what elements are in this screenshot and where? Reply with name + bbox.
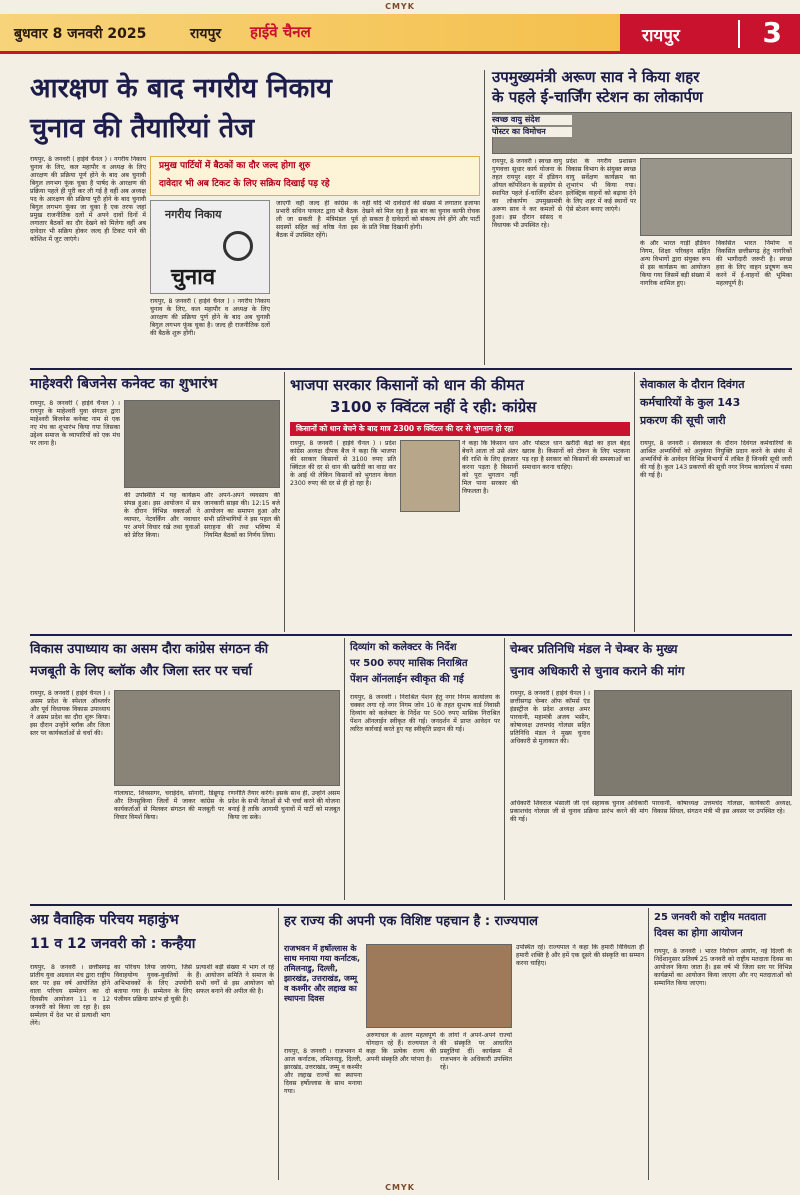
voter-headline-1: 25 जनवरी को राष्ट्रीय मतदाता: [654, 912, 767, 923]
election-col-2: रायपुर, 8 जनवरी ( हाईवे चैनल ) । नगरीय निकाय चुनाव के लिए, कल महापौर व अध्यक्ष के लिए आरक्षण की प्रक्रिया पूर्ण होने के बाद अब चुनावी बिगुल लगभग फूंक चुका है। जल्द ही राजनीतिक दलों की बैठकें शुरू होंगी।: [150, 298, 270, 337]
staff-headline-1: सेवाकाल के दौरान दिवंगत: [640, 378, 745, 391]
marriage-headline-1: अग्र वैवाहिक परिचय महाकुंभ: [30, 912, 179, 928]
election-poster: [150, 200, 270, 294]
rajyapal-headline: हर राज्य की अपनी एक विशिष्ट पहचान है : राज्यपाल: [284, 914, 538, 929]
section-name: रायपुर: [642, 26, 680, 46]
paddy-col-3: और पोस्टल धान खरीदी केंद्रों का हाल बेहद खराब है। किसानों को टोकन के लिए भटकना पड़ रहा है सरकार को किसानों की समस्याओं का समाधान करना चाहिए।: [522, 440, 630, 471]
paddy-portrait: [400, 440, 460, 512]
charging-side-title-2: पोस्टर का विमोचन: [492, 127, 572, 137]
page-number: 3: [762, 16, 782, 49]
pension-headline-3: पेंशन ऑनलाईन स्वीकृत की गई: [350, 674, 464, 685]
section-rule: [30, 368, 792, 370]
business-photo: [124, 400, 280, 488]
election-poster-main: चुनाव: [171, 265, 216, 290]
column-divider: [504, 638, 505, 900]
column-divider: [648, 908, 649, 1180]
paddy-col-2: ने कहा कि किसान धान बेचने आता तो उसे अंतर की राशि के लिए इंतजार करना पड़ता है किसानों को पूरा भुगतान नहीं मिल पाना सरकार की विफलता है।: [462, 440, 518, 495]
column-divider: [484, 70, 485, 365]
rajyapal-photo: [366, 944, 512, 1028]
pension-headline-2: पर 500 रुपए मासिक निराश्रित: [350, 658, 468, 669]
masthead-city: रायपुर: [190, 26, 222, 42]
paddy-banner-text: किसानों को धान बेचने के बाद मात्र 2300 रु क्विंटल की दर से भुगतान हो रहा: [296, 424, 514, 433]
marriage-col-3: प्रत्याशी बड़ी संख्या में भाग ले रहे हैं। आयोजन समिति ने समाज के सभी वर्गों से इस आयोजन को सफल बनाने की अपील की है।: [196, 964, 274, 995]
marriage-col-2: का परिचय लिया जायेगा, जिसे विवाहयोग्य युवक-युवतियों के अभिभावकों के लिए उपयोगी बताया गया है। सम्मेलन के लिए पंजीयन प्रक्रिया प्रारंभ हो चुकी है।: [114, 964, 192, 1003]
chamber-headline-1: चेम्बर प्रतिनिधि मंडल ने चेम्बर के मुख्य: [510, 642, 678, 656]
chamber-col-3: पारवानी, कोषाध्यक्ष उत्तमचंद गोलछा, कार्यकारी अध्यक्ष, विकास सिंघल, संगठन मंत्री भी इस अवसर पर उपस्थित रहे।: [652, 800, 792, 815]
vikas-headline-1: विकास उपाध्याय का असम दौरा कांग्रेस संगठन की: [30, 642, 269, 657]
staff-col-1: रायपुर, 8 जनवरी । सेवाकाल के दौरान दिवंगत कर्मचारियों के आश्रित अभ्यर्थियों को अनुकंपा नियुक्ति प्रदान करने के संबंध में अभ्यर्थियों के आवेदन विभिन्न विभागों में लंबित हैं जिनकी सूची जारी की गई है। कुल 143 प्रकरणों की सूची नगर निगम कार्यालय में चस्पा की गई है।: [640, 440, 792, 479]
ballot-icon: [223, 231, 253, 261]
chamber-col-2: अधिकारी शिवराज भंसाली जी एवं सहायक चुनाव अधिकारी प्रकाशचंद गोलछा जी से चुनाव प्रक्रिया प्रारंभ करने की मांग की गई।: [510, 800, 648, 823]
election-poster-title: नगरीय निकाय: [165, 208, 222, 221]
election-col-3: जाएगी वहीं जल्द ही कांग्रेस के प्रभारी सचिन पायलट द्वारा भी बैठक ली जा सकती है मंत्रिमंडल पूर्व सदस्यों सहित कई वरिष्ठ नेता इस बैठक में उपस्थित रहेंगे।: [276, 200, 358, 239]
rajyapal-col-1: रायपुर, 8 जनवरी । राजभवन में आज कर्नाटक, तमिलनाडु, दिल्ली, झारखंड, उत्तराखंड, जम्मू व कश्मीर और लद्दाख राज्यों का स्थापना दिवस हर्षोल्लास के साथ मनाया गया।: [284, 1048, 362, 1095]
election-kicker-2: दावेदार भी अब टिकट के लिए सक्रिय दिखाई पड़ रहे: [159, 179, 330, 189]
vikas-col-1: रायपुर, 8 जनवरी ( हाईवे चैनल ) । असम प्रदेश के स्पेशल ऑब्जर्वर और पूर्व विधायक विकास उपाध्याय ने असम प्रदेश का दौरा शुरू किया। इस दौरान उन्होंने ब्लॉक और जिला स्तर पर कार्यकर्ताओं से चर्चा की।: [30, 690, 110, 737]
business-col-1: रायपुर, 8 जनवरी ( हाईवे चैनल ) । रायपुर के माहेश्वरी युवा संगठन द्वारा माहेश्वरी बिजनेस कनेक्ट नाम से एक नए मंच का शुभारंभ किया गया जिसका उद्देश्य समाज के व्यापारियों को एक मंच पर लाना है।: [30, 400, 120, 447]
charging-col-4: विकसित भारत निर्माण व विकसित छत्तीसगढ़ हेतु नागरिकों की भागीदारी जरूरी है। स्वच्छ हवा के लिए वाहन प्रदूषण कम करने में ई-वाहनों की भूमिका महत्वपूर्ण है।: [716, 240, 792, 287]
section-rule: [30, 634, 792, 636]
charging-headline-2: के पहले ई-चार्जिंग स्टेशन का लोकार्पण: [492, 88, 703, 106]
pension-headline-1: दिव्यांग को कलेक्टर के निर्देश: [350, 642, 457, 653]
vikas-col-2: गोलाघाट, शिवसागर, चराईदेव, सोनारी, डिब्रूगढ़ और तिनसुकिया जिलों में जाकर कांग्रेस के कार्यकर्ताओं से मिलकर संगठन की मजबूती पर विचार विमर्श किया।: [114, 790, 224, 821]
column-divider: [284, 372, 285, 632]
business-headline: माहेश्वरी बिजनेस कनेक्ट का शुभारंभ: [30, 376, 218, 392]
staff-headline-2: कर्मचारियों के कुल 143: [640, 396, 741, 409]
charging-col-3: के और भारत गाड़ी इंडियन निगम, शिक्षा परिवहन सहित अन्य विभागों द्वारा संयुक्त रूप से इस कार्यक्रम का आयोजन किया गया जिसमें बड़ी संख्या में नागरिक शामिल हुए।: [640, 240, 710, 287]
charging-side-title-1: स्वच्छ वायु संदेश: [492, 115, 572, 125]
chamber-col-1: रायपुर, 8 जनवरी ( हाईवे चैनल ) । छत्तीसगढ़ चेम्बर ऑफ कॉमर्स एंड इंडस्ट्रीज के प्रदेश अध्यक्ष अमर पारवानी, महामंत्री अजय भसीन, कोषाध्यक्ष उत्तमचंद गोलछा सहित प्रतिनिधि मंडल ने मुख्य चुनाव अधिकारी से मुलाकात की।: [510, 690, 590, 745]
vikas-photo: [114, 690, 340, 786]
business-col-3: और अपने-अपने व्यवसाय की जानकारी साझा की। 12:15 बजे आयोजन का समापन हुआ और सभी प्रतिभागियों ने इस पहल की सराहना की तथा भविष्य में नियमित बैठकों का निर्णय लिया।: [204, 492, 280, 539]
masthead-left: [0, 14, 620, 54]
section-tab: [620, 14, 800, 54]
staff-headline-3: प्रकरण की सूची जारी: [640, 414, 726, 427]
charging-photo-2: [640, 158, 792, 236]
cmyk-marker-bottom: CMYK: [385, 1183, 415, 1192]
business-col-2: की उपस्थिति में यह कार्यक्रम संपन्न हुआ। इस आयोजन में सत्र के दौरान विभिन्न वक्ताओं ने व्यापार, नेटवर्किंग और नवाचार पर अपने विचार रखे तथा युवाओं को प्रेरित किया।: [124, 492, 200, 539]
paddy-banner: [290, 422, 630, 436]
chamber-headline-2: चुनाव अधिकारी से चुनाव कराने की मांग: [510, 664, 685, 678]
issue-date: बुधवार 8 जनवरी 2025: [14, 26, 147, 42]
brand-logo: हाईवे चैनल: [250, 23, 311, 41]
chamber-photo: [594, 690, 792, 796]
section-divider: [738, 20, 740, 48]
rajyapal-col-3: के लोगों ने अपने-अपने राज्यों की संस्कृति पर आधारित प्रस्तुतियां दीं। कार्यक्रम में राजभवन के अधिकारी उपस्थित रहे।: [440, 1032, 512, 1071]
rajyapal-col-4: उपस्थित रहे। राज्यपाल ने कहा कि हमारी विविधता ही हमारी शक्ति है और हमें एक दूसरे की संस्कृति का सम्मान करना चाहिए।: [516, 944, 644, 967]
charging-col-1: रायपुर, 8 जनवरी । स्वच्छ वायु गुणवत्ता सुधार कार्य योजना के तहत रायपुर शहर में इंडियन ऑयल कॉर्पोरेशन के सहयोग से स्थापित पहले ई-चार्जिंग स्टेशन का लोकार्पण उपमुख्यमंत्री अरूण साव ने कर कमलों से हुआ। इस दौरान सांसद व विधायक भी उपस्थित रहे।: [492, 158, 562, 229]
election-col-4: वहीं यदि भी दावेदारों की संख्या में लगातार इजाफा देखने को मिल रहा है इस बार का चुनाव काफी रोचक हो सकता है दावेदारों को संकल्प लेने होंगे और पार्टी के प्रति निष्ठा दिखानी होगी।: [362, 200, 480, 231]
marriage-col-1: रायपुर, 8 जनवरी । छत्तीसगढ़ प्रांतीय युवा अग्रवाल मंच द्वारा राष्ट्रीय स्तर पर इस वर्ष आयोजित होने वाला परिचय सम्मेलन का दो दिवसीय आयोजन 11 व 12 जनवरी को किया जा रहा है। इस सम्मेलन में देश भर से प्रत्याशी भाग लेंगे।: [30, 964, 110, 1027]
election-headline-1: आरक्षण के बाद नगरीय निकाय: [30, 73, 332, 104]
election-col-1: रायपुर, 8 जनवरी ( हाईवे चैनल ) । नगरीय निकाय चुनाव के लिए, कल महापौर व अध्यक्ष के लिए आरक्षण की प्रक्रिया पूर्ण होने के बाद अब चुनावी बिगुल लगभग फूंक चुका है पार्षद के आरक्षण की प्रक्रिया पहले ही पूरी कर ली गई है वहीं अब अध्यक्ष पद के आरक्षण की प्रक्रिया पूरी होने के बाद चुनावी बिगुल लगभग फूंका जा चुका है एक तरफ जहां प्रमुख राजनीतिक दलों में अपने दावों दिनों में लगातार बैठकों का दौर देखने को मिलेगा वहीं अब दावेदार भी सक्रिय होकर जल्द ही टिकट पाने की कोशिश में जुट जाएंगे।: [30, 156, 146, 243]
vikas-headline-2: मजबूती के लिए ब्लॉक और जिला स्तर पर चर्चा: [30, 664, 253, 679]
election-headline-2: चुनाव की तैयारियां तेज: [30, 113, 255, 144]
vikas-col-3: रणनीति तैयार करेंगे। इसके साथ ही, उन्होंने असम प्रदेश के सभी नेताओं से भी चर्चा करने की योजना बनाई है ताकि आगामी चुनावों में पार्टी को मजबूत किया जा सके।: [228, 790, 340, 821]
section-rule: [30, 904, 792, 906]
paddy-col-1: रायपुर, 8 जनवरी ( हाईवे चैनल ) । प्रदेश कांग्रेस अध्यक्ष दीपक बैज ने कहा कि भाजपा की सरकार किसानों से 3100 रुपए प्रति क्विंटल की दर से धान की खरीदी का वादा कर के आई थी लेकिन किसानों को भुगतान केवल 2300 रुपए की दर से ही हो रहा है।: [290, 440, 396, 487]
paddy-headline-2: 3100 रु क्विंटल नहीं दे रही: कांग्रेस: [330, 398, 537, 416]
masthead: [0, 14, 800, 54]
cmyk-marker: CMYK: [385, 2, 415, 11]
rajyapal-side: राजभवन में हर्षोल्लास के साथ मनाया गया कर्नाटक, तमिलनाडु, दिल्ली, झारखंड, उत्तराखंड, जम्मू व कश्मीर और लद्दाख का स्थापना दिवस: [284, 944, 361, 1003]
rajyapal-col-2: अरुणाचल के अलग महत्वपूर्ण योगदान रहे हैं। राज्यपाल ने कहा कि प्रत्येक राज्य की अपनी संस्कृति और परंपरा है।: [366, 1032, 436, 1063]
paddy-headline-1: भाजपा सरकार किसानों को धान की कीमत: [290, 376, 524, 394]
column-divider: [634, 372, 635, 632]
charging-col-2: प्रदेश के नगरीय प्रशासन विकास विभाग के संयुक्त स्वच्छ वायु सर्वेक्षण कार्यक्रम का शुभारंभ भी किया गया। इलेक्ट्रिक वाहनों को बढ़ावा देने के लिए शहर में कई स्थानों पर ऐसे स्टेशन बनाए जाएंगे।: [566, 158, 636, 213]
voter-headline-2: दिवस का होगा आयोजन: [654, 928, 743, 939]
election-kicker-1: प्रमुख पार्टियों में बैठकों का दौर जल्द होगा शुरु: [159, 161, 311, 171]
pension-col-1: रायपुर, 8 जनवरी । निराश्रित पेंशन हेतु नगर निगम कार्यालय के चक्कर लगा रहे नगर निगम जोन 10 के तहत सुभाष वार्ड निवासी दिव्यांग को कलेक्टर के निर्देश पर 500 रुपए मासिक निराश्रित पेंशन ऑनलाईन स्वीकृत की गई। जनदर्शन में प्राप्त आवेदन पर त्वरित कार्रवाई करते हुए यह स्वीकृति प्रदान की गई।: [350, 694, 500, 733]
charging-headline-1: उपमुख्यमंत्री अरूण साव ने किया शहर: [492, 68, 700, 86]
column-divider: [344, 638, 345, 900]
marriage-headline-2: 11 व 12 जनवरी को : कन्हैया: [30, 936, 196, 952]
column-divider: [278, 908, 279, 1180]
voter-col-1: रायपुर, 8 जनवरी । भारत निर्वाचन आयोग, नई दिल्ली के निर्देशानुसार प्रतिवर्ष 25 जनवरी को राष्ट्रीय मतदाता दिवस का आयोजन किया जाता है। इस वर्ष भी जिला स्तर पर विभिन्न कार्यक्रमों का आयोजन किया जाएगा और नए मतदाताओं को सम्मानित किया जाएगा।: [654, 948, 792, 987]
election-kicker-box: [150, 156, 480, 196]
